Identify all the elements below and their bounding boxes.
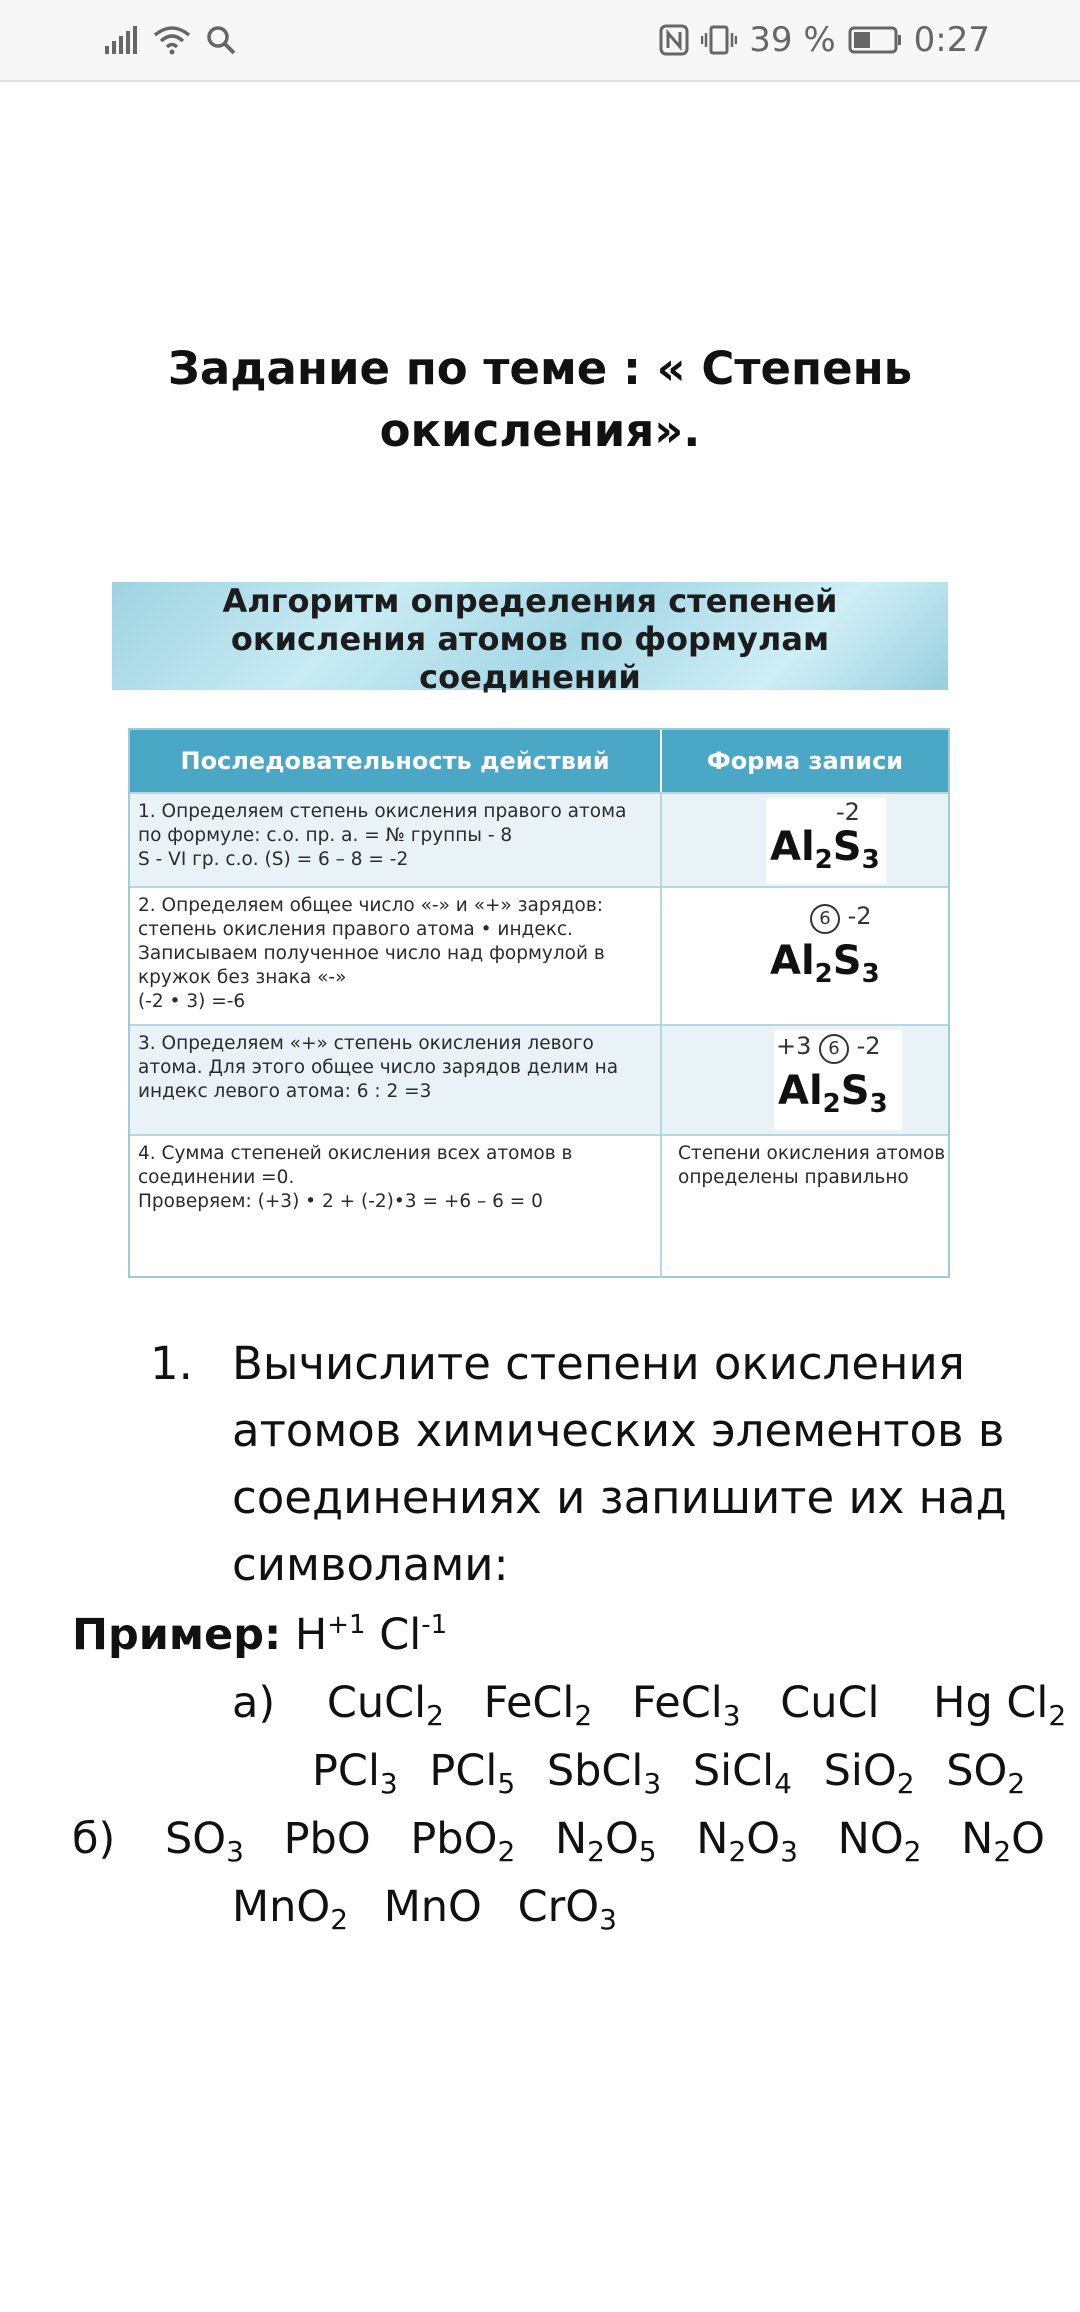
formula-item: CuCl [780,1678,880,1728]
algorithm-figure [112,580,948,1280]
wifi-icon [153,25,191,55]
formula-item: $SO_2$ [946,1746,1026,1800]
step-text: 4. Сумма степеней окисления всех атомов в соединении =0. Проверяем: (+3) • 2 + (-2)•3 = +6 – 6 = 0 [138,1143,573,1212]
example-label: Пример: [72,1610,282,1660]
formula-item: MnO [383,1882,482,1932]
part-b-line-2 [232,1882,643,1936]
step-text: 3. Определяем «+» степень окисления левого атома. Для этого общее число зарядов делим на индекс левого атома: 6 : 2 =3 [138,1033,619,1102]
table-row [130,1134,948,1278]
formula-item: FeCl$_2$ [483,1678,593,1732]
charge-circle: 6 [810,904,840,934]
vibrate-icon [701,24,737,56]
battery-icon [848,26,902,54]
formula-item: CrO$_3$ [517,1882,617,1936]
clock: 0:27 [913,20,990,60]
column-divider [660,1026,662,1136]
formula-item: $N_2O$ [961,1814,1046,1868]
table-row [130,886,948,1026]
formula-al2s3: $Al_2S_3$ [770,938,880,989]
formula-item: SbCl$_3$ [546,1746,662,1800]
formula-item: PbO$_2$ [410,1814,516,1868]
oxidation-marks: 6 -2 [810,902,872,934]
column-divider [660,1136,662,1278]
formula-item: FeCl$_3$ [631,1678,741,1732]
formula-image [766,902,896,1014]
step-text: 1. Определяем степень окисления правого атома по формуле: с.о. пр. а. = № группы - 8 S - VI гр. с.о. (S) = 6 – 8 = -2 [138,801,627,870]
formula-item: $NO_2$ [837,1814,922,1868]
formula-item: SiO$_2$ [823,1746,915,1800]
example-formula: $H^{+1}$ $Cl^{-1}$ [294,1610,448,1660]
part-a-line-2 [312,1746,1051,1800]
figure-header-text: Алгоритм определения степеней окисления атомов по формулам соединений [222,582,838,696]
formula-item: MnO$_2$ [232,1882,349,1936]
status-right [659,18,990,62]
nfc-icon [659,24,689,56]
signal-icon [105,26,139,54]
formula-item: $N_2O_3$ [696,1814,798,1868]
column-divider [660,794,662,888]
column-divider [660,888,662,1026]
algorithm-table [128,728,950,1278]
table-row [130,1024,948,1136]
check-note: Степени окисления атомов определены правильно [678,1143,946,1188]
task-number: 1. [150,1337,193,1390]
figure-header-banner [112,582,948,696]
oxidation-mark: -2 [836,798,860,826]
formula-image [766,798,886,884]
formula-item: PbO [283,1814,371,1864]
charge-circle: 6 [819,1034,849,1064]
formula-item: CuCl$_2$ [326,1678,444,1732]
table-row [130,792,948,888]
formula-item: PCl$_5$ [429,1746,516,1800]
oxidation-marks: +3 6 -2 [776,1032,881,1064]
formula-item: SiCl$_4$ [692,1746,792,1800]
step-text: 2. Определяем общее число «-» и «+» зарядов: степень окисления правого атома • индекс. Записываем полученное число над формулой в кружок без знака «-» (-2 • 3) =-6 [138,895,605,1012]
table-header-steps: Последовательность действий [130,730,660,792]
part-a-line-1 [232,1678,1080,1732]
example-line [72,1610,447,1660]
page-title: Задание по теме : « Степень окисления». [167,342,913,457]
formula-item: Hg $Cl_2$ [933,1678,1067,1732]
part-a-label: а) [232,1678,276,1728]
status-bar [0,0,1080,82]
table-header-notation: Форма записи [662,730,948,792]
battery-percent: 39 % [749,20,836,60]
search-icon [205,24,237,56]
formula-al2s3: $Al_2S_3$ [778,1068,888,1119]
formula-image [774,1030,902,1130]
task-text: Вычислите степени окисления атомов химических элементов в соединениях и запишите их над символами: [232,1337,1007,1591]
formula-al2s3: $Al_2S_3$ [770,824,880,875]
formula-item: PCl$_3$ [312,1746,398,1800]
status-left [105,18,237,62]
formula-item: $SO_3$ [164,1814,244,1868]
part-b-line-1 [72,1814,1071,1868]
formula-item: $N_2O_5$ [554,1814,657,1868]
part-b-label: б) [72,1814,116,1864]
